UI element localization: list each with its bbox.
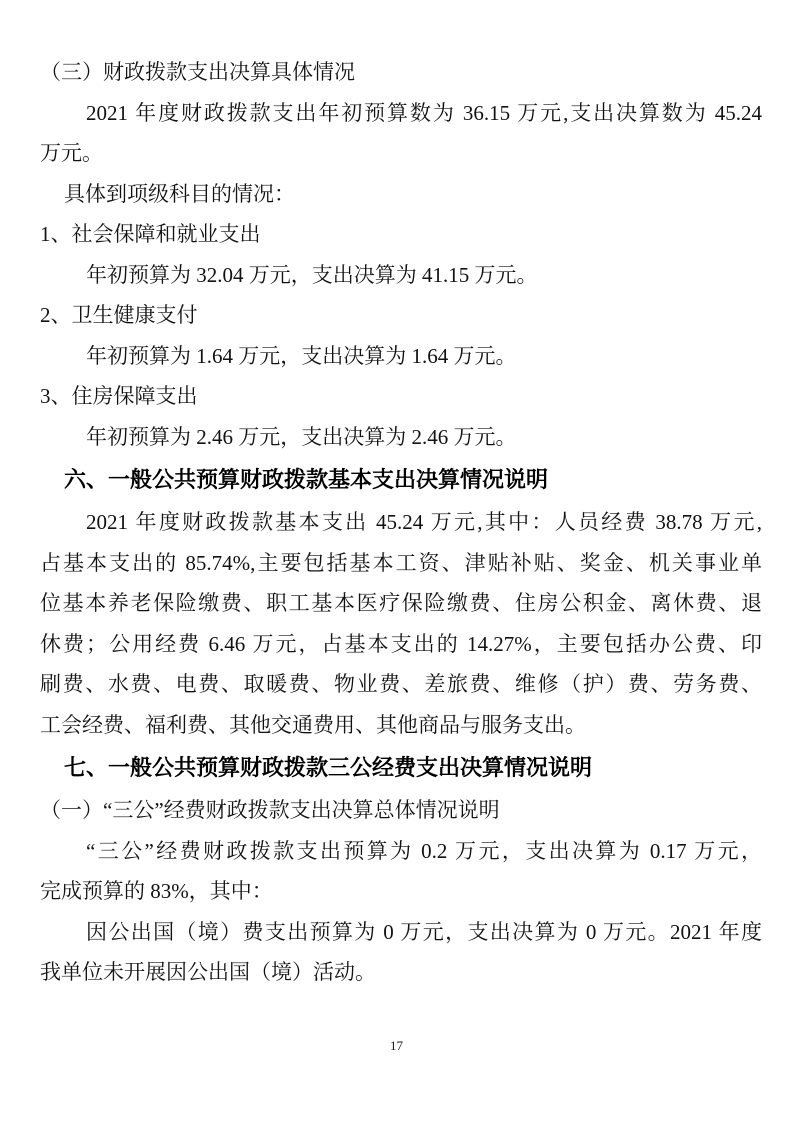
text-line: 完成预算的 83%，其中：	[40, 879, 273, 903]
text-line: 占基本支出的 85.74%,主要包括基本工资、津贴补贴、奖金、机关事业单	[40, 550, 762, 575]
document-body	[40, 0, 762, 993]
text-line: 年初预算为 1.64 万元，支出决算为 1.64 万元。	[86, 343, 517, 368]
text-line: 休费；公用经费 6.46 万元，占基本支出的 14.27%，主要包括办公费、印	[40, 631, 762, 656]
text-line: 3、住房保障支出	[40, 384, 198, 408]
text-line: （一）“三公”经费财政拨款支出决算总体情况说明	[40, 798, 500, 822]
text-line: 2021 年度财政拨款基本支出 45.24 万元,其中：人员经费 38.78 万元,	[86, 510, 762, 534]
text-line: 万元。	[40, 141, 103, 165]
text-line: （三）财政拨款支出决算具体情况	[40, 60, 355, 84]
text-line: 刷费、水费、电费、取暖费、物业费、差旅费、维修（护）费、劳务费、	[40, 672, 762, 696]
text-line: 年初预算为 32.04 万元，支出决算为 41.15 万元。	[86, 262, 538, 287]
section-heading: 七、一般公共预算财政拨款三公经费支出决算情况说明	[64, 755, 593, 780]
text-line: 2021 年度财政拨款支出年初预算数为 36.15 万元,支出决算数为 45.24	[86, 100, 762, 125]
text-line: 1、社会保障和就业支出	[40, 222, 261, 246]
text-line: 2、卫生健康支付	[40, 303, 198, 327]
text-line: 位基本养老保险缴费、职工基本医疗保险缴费、住房公积金、离休费、退	[40, 591, 762, 615]
text-line: 工会经费、福利费、其他交通费用、其他商品与服务支出。	[40, 712, 586, 737]
section-heading: 六、一般公共预算财政拨款基本支出决算情况说明	[64, 467, 549, 492]
text-line: 年初预算为 2.46 万元，支出决算为 2.46 万元。	[86, 424, 517, 449]
text-line: 具体到项级科目的情况：	[64, 181, 295, 206]
text-line: 我单位未开展因公出国（境）活动。	[40, 960, 376, 984]
text-line: 因公出国（境）费支出预算为 0 万元，支出决算为 0 万元。2021 年度	[86, 919, 762, 944]
text-line: “三公”经费财政拨款支出预算为 0.2 万元，支出决算为 0.17 万元，	[86, 838, 762, 863]
page-number: 17	[390, 1038, 403, 1053]
